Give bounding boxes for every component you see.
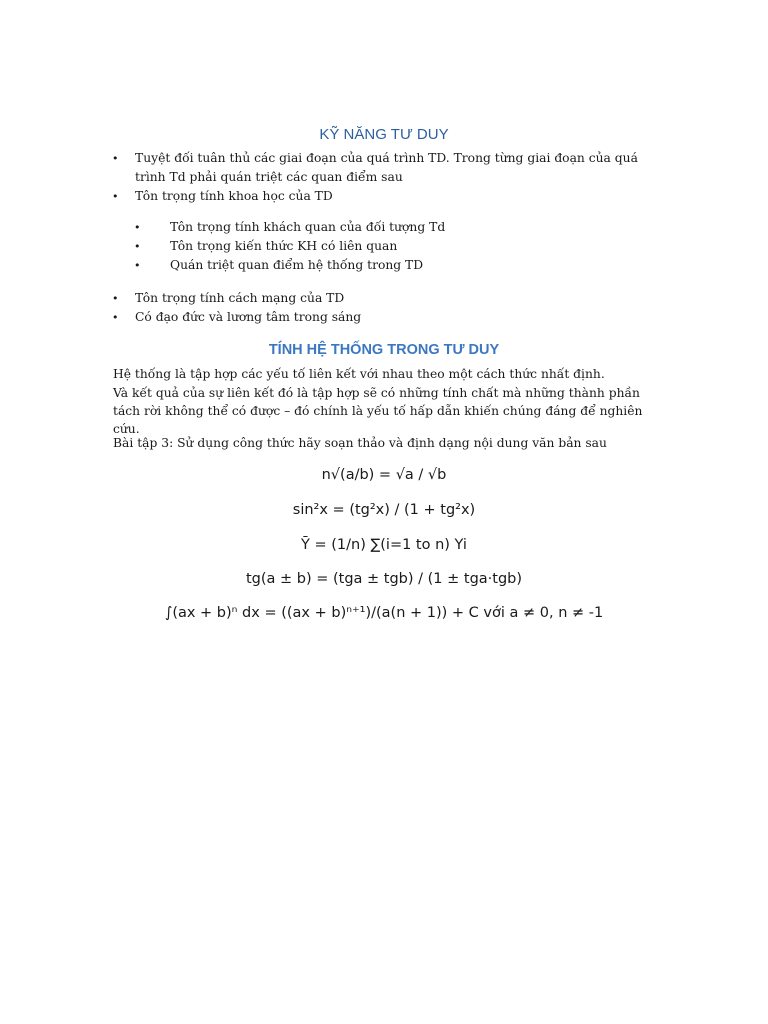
list-item	[134, 237, 647, 256]
formula-mean: Ȳ = (1/n) ∑(i=1 to n) Yi	[301, 537, 467, 553]
formula-integral: ∫(ax + b)ⁿ dx = ((ax + b)ⁿ⁺¹)/(a(n + 1)) + C với a ≠ 0, n ≠ -1	[164, 605, 604, 621]
list-item	[134, 218, 647, 237]
list-item	[134, 256, 647, 275]
list-item-text: Có đạo đức và lương tâm trong sáng	[135, 310, 362, 324]
list-item	[113, 149, 658, 187]
paragraph-result: Và kết quả của sự liên kết đó là tập hợp sẽ có những tính chất mà những thành phần tách rời không thể có được – đó chính là yếu tố hấp dẫn khiến chúng đáng để nghiên cứu.	[113, 386, 643, 436]
list-item	[113, 308, 658, 327]
list-item-text: Tôn trọng tính cách mạng của TD	[135, 291, 345, 305]
list-item-text: Tôn trọng tính khách quan của đối tượng Td	[170, 220, 446, 234]
exercise-text: Bài tập 3: Sử dụng công thức hãy soạn thảo và định dạng nội dung văn bản sau	[113, 436, 607, 450]
paragraph-definition: Hệ thống là tập hợp các yếu tố liên kết với nhau theo một cách thức nhất định.	[113, 367, 605, 381]
bullet-icon: •	[134, 221, 141, 234]
bullet-icon: •	[112, 311, 119, 324]
list-item-text: Tuyệt đối tuân thủ các giai đoạn của quá trình TD. Trong từng giai đoạn của quá trình Td phải quán triệt các quan điểm sau	[135, 151, 638, 184]
bullet-list-2	[113, 289, 658, 327]
formula-root: n√(a/b) = √a / √b	[321, 467, 447, 483]
main-bullet-list	[113, 149, 658, 206]
bullet-icon: •	[134, 259, 141, 272]
list-item	[113, 187, 658, 206]
formula-sin: sin²x = (tg²x) / (1 + tg²x)	[292, 502, 476, 518]
bullet-icon: •	[134, 240, 141, 253]
list-item-text: Tôn trọng kiến thức KH có liên quan	[170, 239, 398, 253]
formula-tangent: tg(a ± b) = (tga ± tgb) / (1 ± tga·tgb)	[245, 571, 523, 587]
section-title-tinh-he-thong: TÍNH HỆ THỐNG TRONG TƯ DUY	[268, 342, 500, 358]
bullet-icon: •	[112, 152, 119, 165]
list-item-text: Tôn trọng tính khoa học của TD	[135, 189, 333, 203]
list-item	[113, 289, 658, 308]
bullet-icon: •	[112, 190, 119, 203]
section-title-ky-nang-tu-duy: KỸ NĂNG TƯ DUY	[319, 126, 449, 143]
sub-bullet-list	[134, 218, 647, 275]
bullet-icon: •	[112, 292, 119, 305]
list-item-text: Quán triệt quan điểm hệ thống trong TD	[170, 258, 424, 272]
